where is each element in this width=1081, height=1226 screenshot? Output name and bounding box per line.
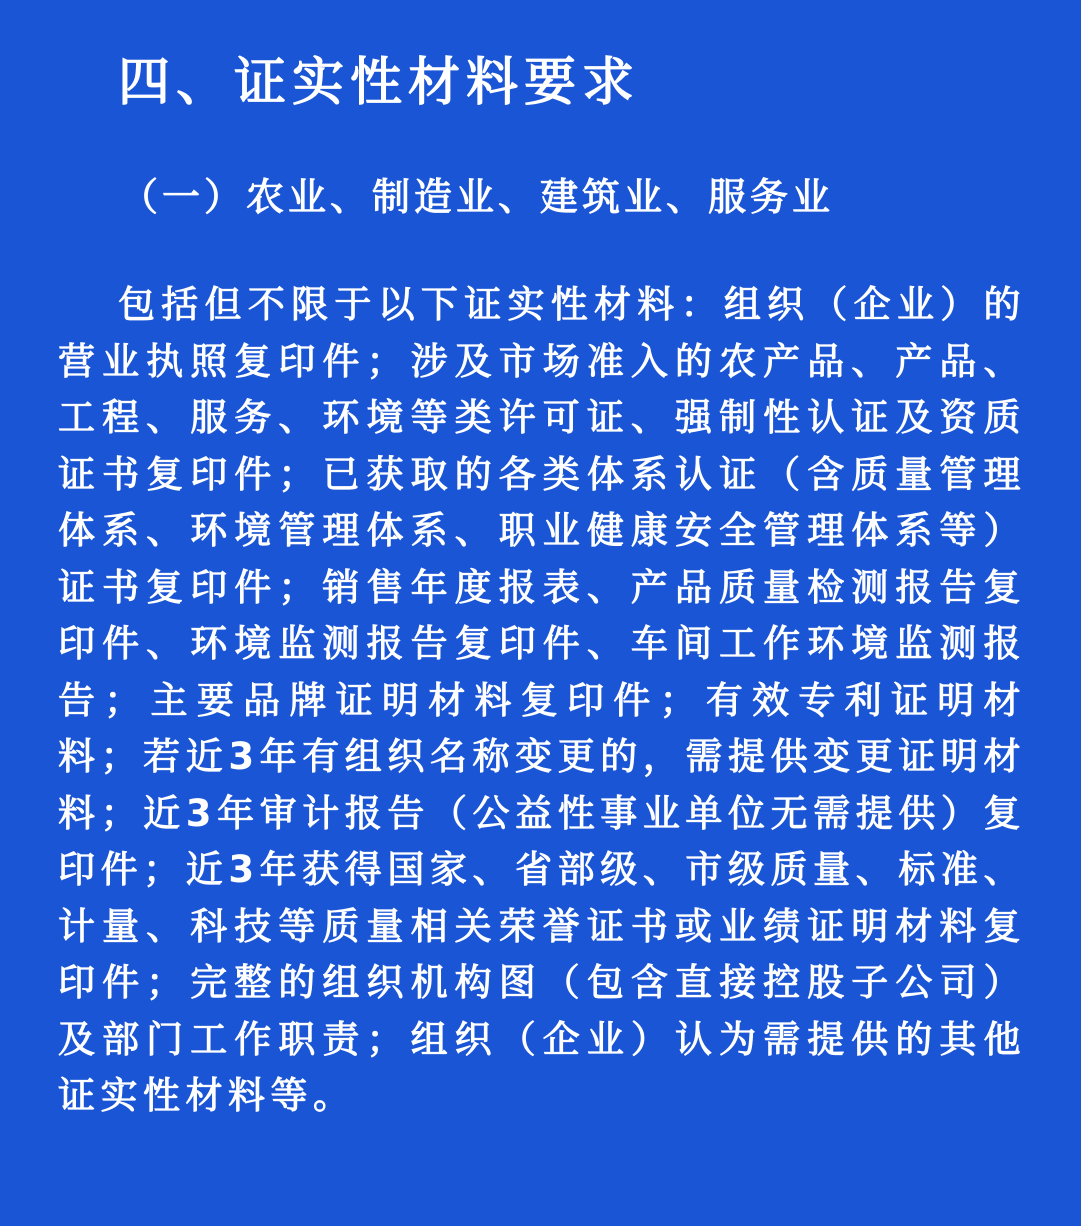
section-title: 四、证实性材料要求 (118, 53, 641, 113)
section-paragraph: 包括但不限于以下证实性材料：组织（企业）的营业执照复印件；涉及市场准入的农产品、产品、工程、服务、环境等类许可证、强制性认证及资质证书复印件；已获取的各类体系认证（含质量管理体系、环境管理体系、职业健康安全管理体系等）证书复印件；销售年度报表、产品质量检测报告复印件、环境监测报告复印件、车间工作环境监测报告；主要品牌证明材料复印件；有效专利证明材料；若近3年有组织名称变更的，需提供变更证明材料；近3年审计报告（公益性事业单位无需提供）复印件；近3年获得国家、省部级、市级质量、标准、计量、科技等质量相关荣誉证书或业绩证明材料复印件；完整的组织机构图（包含直接控股子公司）及部门工作职责；组织（企业）认为需提供的其他证实性材料等。 (58, 283, 1026, 1117)
section-subtitle: （一）农业、制造业、建筑业、服务业 (120, 175, 835, 219)
